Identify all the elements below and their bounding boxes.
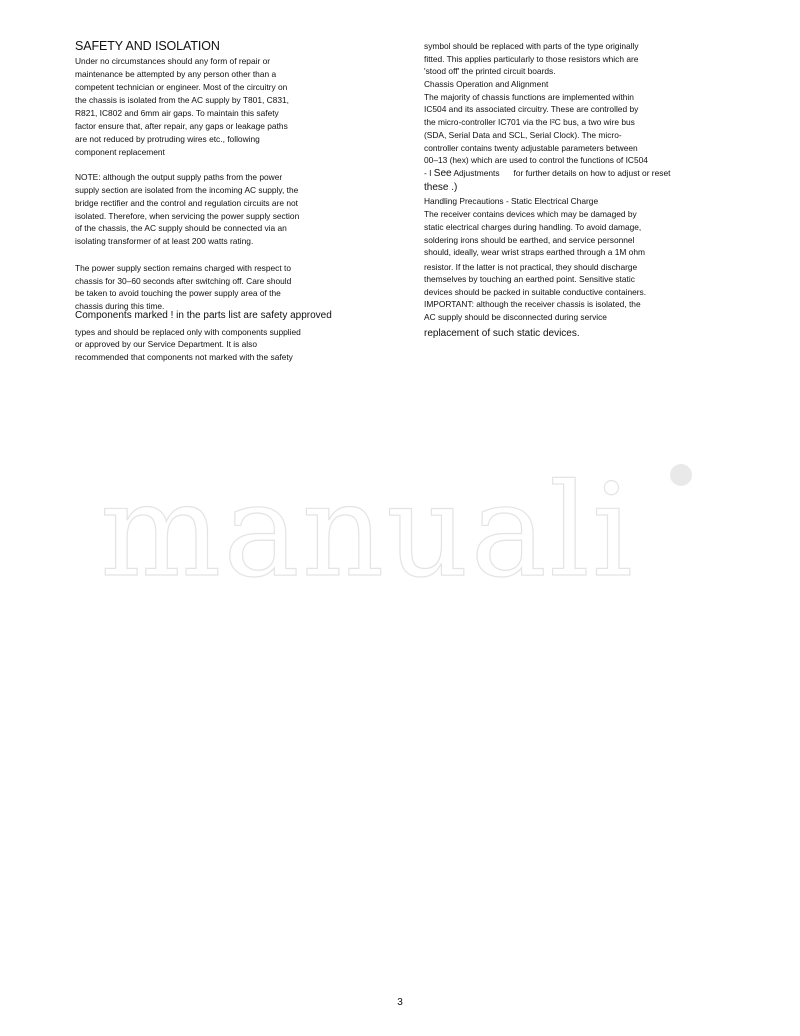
- text-line: 00–13 (hex) which are used to control the functions of IC504: [424, 155, 648, 165]
- page-number: 3: [397, 997, 403, 1008]
- see-prefix: - I: [424, 168, 432, 178]
- text-line: controller contains twenty adjustable parameters between: [424, 143, 638, 153]
- text-line: chassis for 30–60 seconds after switching off. Care should: [75, 276, 292, 286]
- text-line: types and should be replaced only with components supplied: [75, 327, 301, 337]
- text-line: AC supply should be disconnected during service: [424, 312, 607, 322]
- text-line: R821, IC802 and 6mm air gaps. To maintain this safety: [75, 108, 279, 118]
- text-line: The majority of chassis functions are implemented within: [424, 92, 634, 102]
- handling-end: replacement of such static devices.: [424, 328, 580, 339]
- text-line: devices should be packed in suitable conductive containers.: [424, 287, 647, 297]
- text-line: should, ideally, wear wrist straps earthed through a 1M ohm: [424, 247, 645, 257]
- text-line: resistor. If the latter is not practical, they should discharge: [424, 262, 638, 272]
- text-line: fitted. This applies particularly to those resistors which are: [424, 54, 639, 64]
- text-line: maintenance be attempted by any person other than a: [75, 69, 277, 79]
- text-line: be taken to avoid touching the power supply area of the: [75, 288, 281, 298]
- text-line: Under no circumstances should any form of repair or: [75, 56, 271, 66]
- text-line: IMPORTANT: although the receiver chassis is isolated, the: [424, 299, 641, 309]
- text-line: component replacement: [75, 147, 165, 157]
- text-line: recommended that components not marked with the safety: [75, 352, 293, 362]
- see-word: See: [433, 168, 452, 179]
- see-suffix: for further details on how to adjust or reset: [513, 168, 671, 178]
- safety-approved-line: Components marked ! in the parts list are safety approved: [75, 310, 332, 321]
- text-line: bridge rectifier and the control and regulation circuits are not: [75, 198, 298, 208]
- text-line: the chassis is isolated from the AC supply by T801, C831,: [75, 95, 289, 105]
- watermark-dot: [670, 464, 692, 486]
- watermark-text: manuali: [100, 457, 635, 585]
- adjustments-reference: Adjustments: [453, 168, 500, 178]
- text-line: The receiver contains devices which may be damaged by: [424, 209, 637, 219]
- text-line: or approved by our Service Department. It is also: [75, 339, 258, 349]
- text-line: chassis during this time.: [75, 301, 165, 311]
- chassis-heading: Chassis Operation and Alignment: [424, 79, 549, 89]
- manuali-watermark: [0, 455, 800, 585]
- section-heading: SAFETY AND ISOLATION: [75, 39, 220, 53]
- text-line: The power supply section remains charged with respect to: [75, 263, 291, 273]
- see-end: these .): [424, 182, 458, 193]
- text-line: IC504 and its associated circuitry. These are controlled by: [424, 104, 639, 114]
- text-line: (SDA, Serial Data and SCL, Serial Clock). The micro-: [424, 130, 622, 140]
- text-line: symbol should be replaced with parts of the type originally: [424, 41, 639, 51]
- text-line: supply section are isolated from the incoming AC supply, the: [75, 185, 299, 195]
- text-line: themselves by touching an earthed point. Sensitive static: [424, 274, 635, 284]
- text-line: the micro-controller IC701 via the I²C bus, a two wire bus: [424, 117, 635, 127]
- see-adjustments-line: [424, 168, 670, 179]
- text-line: are not reduced by protruding wires etc., following: [75, 134, 260, 144]
- text-line: 'stood off' the printed circuit boards.: [424, 66, 556, 76]
- handling-heading: Handling Precautions - Static Electrical Charge: [424, 196, 599, 206]
- text-line: static electrical charges during handling. To avoid damage,: [424, 222, 642, 232]
- text-line: factor ensure that, after repair, any gaps or leakage paths: [75, 121, 288, 131]
- text-line: isolated. Therefore, when servicing the power supply section: [75, 211, 300, 221]
- text-line: NOTE: although the output supply paths from the power: [75, 172, 283, 182]
- text-line: competent technician or engineer. Most of the circuitry on: [75, 82, 288, 92]
- text-line: of the chassis, the AC supply should be connected via an: [75, 223, 287, 233]
- text-line: isolating transformer of at least 200 watts rating.: [75, 236, 254, 246]
- text-line: soldering irons should be earthed, and service personnel: [424, 235, 635, 245]
